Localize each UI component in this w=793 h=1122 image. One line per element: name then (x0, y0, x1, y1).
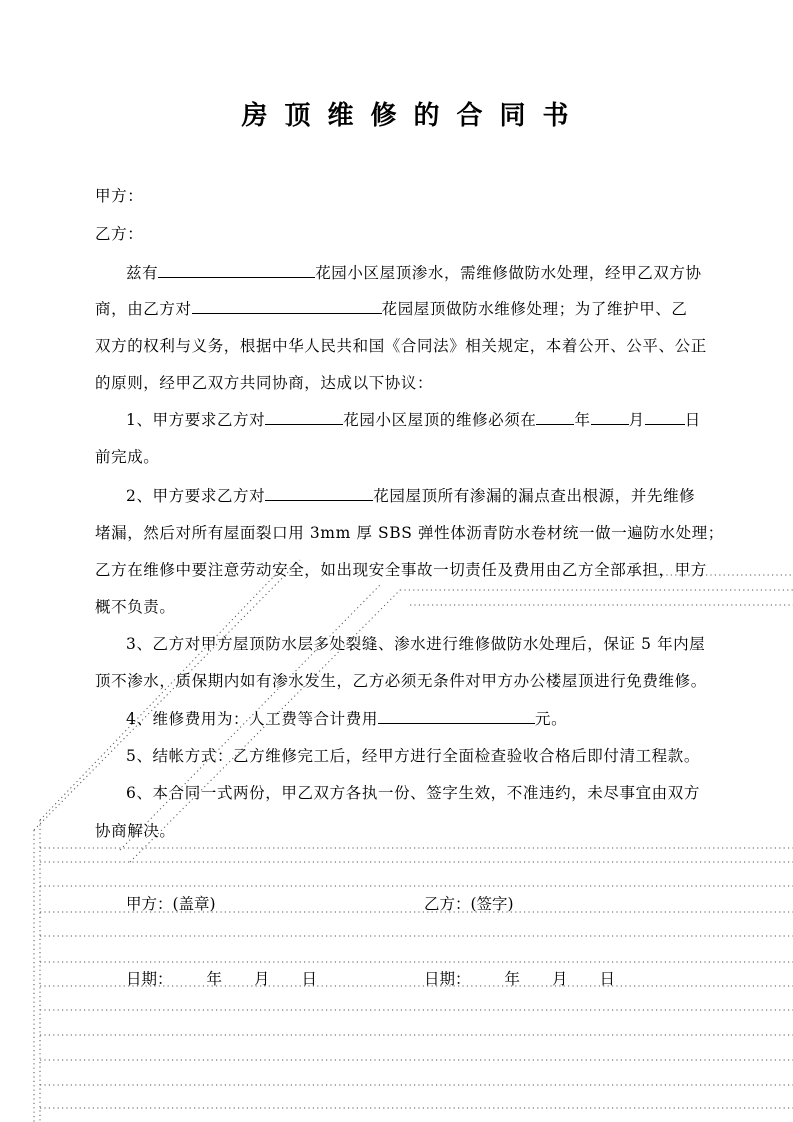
day-blank[interactable] (645, 410, 685, 425)
intro-line-4: 的原则，经甲乙双方共同协商，达成以下协议： (95, 374, 434, 392)
intro-text: 商，由乙方对 (95, 300, 192, 318)
intro-text: 兹有 (126, 264, 159, 282)
year-blank[interactable] (536, 410, 574, 425)
day-label: 日 (684, 411, 701, 429)
clause-text: 4、维修费用为：人工费等合计费用 (126, 710, 378, 728)
clause-text: 花园小区屋顶的维修必须在 (343, 411, 537, 429)
clause-2-line-2: 堵漏，然后对所有屋面裂口用 3mm 厚 SBS 弹性体沥青防水卷材统一做一遍防水处理； (95, 524, 724, 542)
clause-text: 1、甲方要求乙方对 (126, 411, 266, 429)
clause-2-line-3: 乙方在维修中要注意劳动安全，如出现安全事故一切责任及费用由乙方全部承担，甲方 (95, 561, 707, 579)
intro-text: 花园小区屋顶渗水，需维修做防水处理，经甲乙双方协 (315, 264, 702, 282)
clause-text: 2、甲方要求乙方对 (126, 487, 266, 505)
month-blank[interactable] (591, 410, 629, 425)
party-a-date (126, 967, 317, 989)
garden-name-blank[interactable] (192, 299, 382, 314)
garden-name-blank[interactable] (265, 486, 373, 501)
clause-text: 花园屋顶所有渗漏的漏点查出根源，并先维修 (373, 487, 696, 505)
date-label: 日期： (126, 970, 173, 988)
clause-3-line-1: 3、乙方对甲方屋顶防水层多处裂缝、渗水进行维修做防水处理后，保证 5 年内屋 (126, 635, 706, 653)
year-label: 年 (206, 970, 223, 988)
month-label: 月 (628, 411, 645, 429)
clause-text: 元。 (534, 710, 568, 728)
date-label: 日期： (424, 970, 471, 988)
party-a-label: 甲方： (95, 187, 144, 205)
garden-name-blank[interactable] (158, 263, 315, 278)
party-b-label: 乙方： (95, 225, 144, 243)
month-label: 月 (552, 970, 568, 988)
intro-text: 花园屋顶做防水维修处理；为了维护甲、乙 (381, 300, 688, 318)
garden-name-blank[interactable] (265, 410, 343, 425)
clause-1-line-1 (126, 408, 701, 430)
year-label: 年 (574, 411, 591, 429)
day-label: 日 (301, 970, 318, 988)
month-label: 月 (254, 970, 270, 988)
clause-3-line-2: 顶不渗水，质保期内如有渗水发生，乙方必须无条件对甲方办公楼屋顶进行免费维修。 (95, 672, 707, 690)
document-title: 房顶维修的合同书 (241, 101, 586, 131)
fee-amount-blank[interactable] (378, 709, 535, 724)
clause-4-line (126, 707, 567, 729)
clause-2-line-1 (126, 484, 695, 506)
clause-2-line-4: 概不负责。 (95, 598, 176, 616)
year-label: 年 (504, 970, 521, 988)
clause-1-line-2: 前完成。 (95, 448, 160, 466)
intro-line-2 (95, 297, 688, 319)
party-b-sign-label: 乙方：(签字) (424, 895, 514, 913)
day-label: 日 (599, 970, 616, 988)
clause-6-line-1: 6、本合同一式两份，甲乙双方各执一份、签字生效，不准违约，未尽事宜由双方 (126, 784, 700, 802)
intro-line-1 (126, 261, 702, 283)
clause-6-line-2: 协商解决。 (95, 822, 176, 840)
intro-line-3: 双方的权利与义务，根据中华人民共和国《合同法》相关规定，本着公开、公平、公正 (95, 337, 707, 355)
party-b-date (424, 967, 615, 989)
party-a-seal-label: 甲方：(盖章) (126, 895, 216, 913)
clause-5-line: 5、结帐方式：乙方维修完工后，经甲方进行全面检查验收合格后即付清工程款。 (126, 747, 700, 765)
